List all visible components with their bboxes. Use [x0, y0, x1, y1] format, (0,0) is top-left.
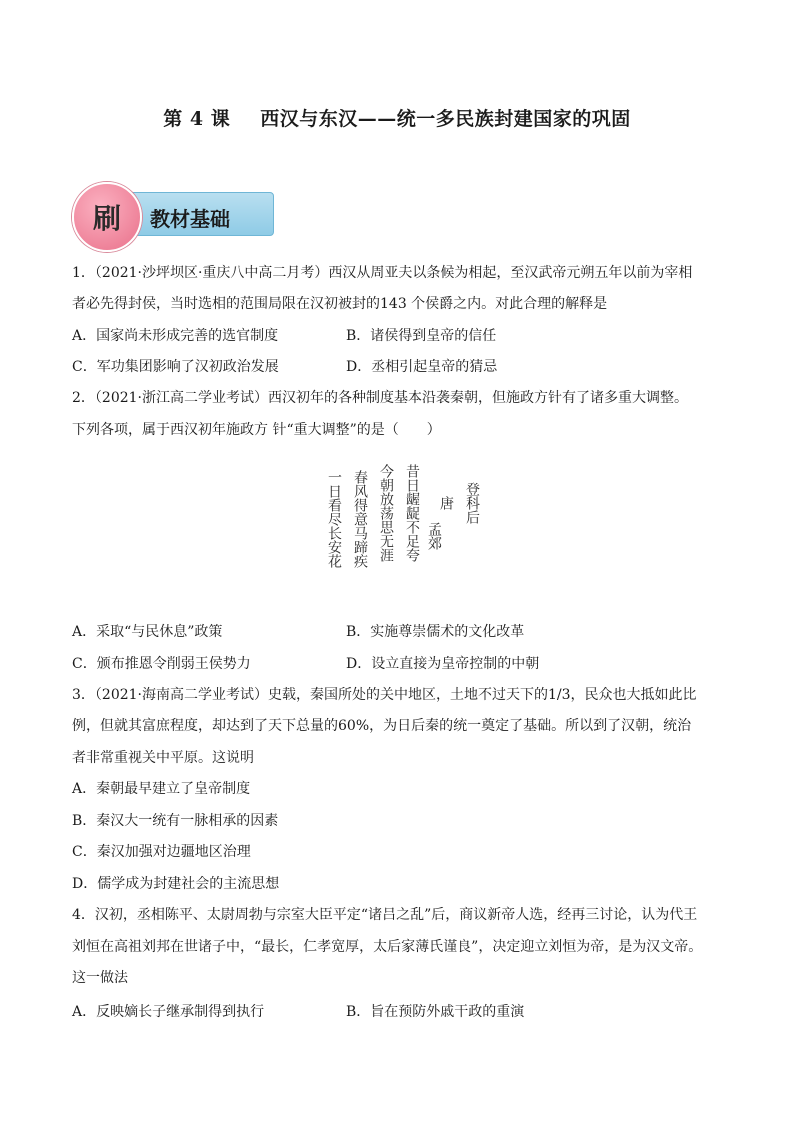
banner-label: 教材基础	[150, 207, 230, 231]
q2-option-c[interactable]: C．颁布推恩令削弱王侯势力	[72, 656, 251, 672]
q4-option-b[interactable]: B．旨在预防外戚干政的重演	[346, 1004, 525, 1020]
poem-dynasty: 唐	[438, 496, 454, 510]
poem-column-2: 今朝放荡思无涯	[378, 464, 394, 562]
q2-stem-line-1: 2．（2021·浙江高二学业考试）西汉初年的各种制度基本沿袭秦朝，但施政方针有了诸多重大调整。	[72, 390, 688, 406]
q1-stem-line-2: 者必先得封侯，当时选相的范围局限在汉初被封的143 个侯爵之内。对此合理的解释是	[72, 296, 608, 312]
q2-stem-line-2: 下列各项，属于西汉初年施政方 针“重大调整”的是（ ）	[72, 422, 441, 438]
q3-stem-line-3: 者非常重视关中平原。这说明	[72, 750, 254, 766]
q4-option-a[interactable]: A．反映嫡长子继承制得到执行	[72, 1004, 265, 1020]
poem-column-1: 昔日龌龊不足夸	[404, 464, 420, 562]
poem-image	[314, 452, 494, 592]
q3-stem-line-1: 3．（2021·海南高二学业考试）史载，秦国所处的关中地区，土地不过天下的1/3，民众也大抵如此比	[72, 687, 697, 703]
banner-badge: 刷	[72, 182, 142, 252]
q2-option-a[interactable]: A．采取“与民休息”政策	[72, 624, 223, 640]
q1-option-b[interactable]: B．诸侯得到皇帝的信任	[346, 328, 497, 344]
lesson-name: 西汉与东汉——统一多民族封建国家的巩固	[260, 108, 631, 130]
q2-option-d[interactable]: D．设立直接为皇帝控制的中朝	[346, 656, 540, 672]
q3-option-b[interactable]: B．秦汉大一统有一脉相承的因素	[72, 813, 279, 829]
q3-option-c[interactable]: C．秦汉加强对边疆地区治理	[72, 844, 251, 860]
poem-column-4: 一日看尽长安花	[326, 470, 342, 568]
section-banner	[72, 182, 276, 238]
q1-option-c[interactable]: C．军功集团影响了汉初政治发展	[72, 359, 279, 375]
q3-option-a[interactable]: A．秦朝最早建立了皇帝制度	[72, 781, 251, 797]
q2-option-b[interactable]: B．实施尊崇儒术的文化改革	[346, 624, 525, 640]
poem-column-3: 春风得意马蹄疾	[352, 470, 368, 568]
lesson-title	[0, 104, 794, 131]
q4-stem-line-2: 刘恒在高祖刘邦在世诸子中，“最长，仁孝宽厚，太后家薄氏谨良”，决定迎立刘恒为帝，是为汉文帝。	[72, 939, 703, 955]
q1-option-a[interactable]: A．国家尚未形成完善的选官制度	[72, 328, 279, 344]
q4-stem-line-3: 这一做法	[72, 970, 128, 986]
poem-author: 孟郊	[426, 522, 442, 550]
q4-stem-line-1: 4．汉初，丞相陈平、太尉周勃与宗室大臣平定“诸吕之乱”后，商议新帝人选，经再三讨论，认为代王	[72, 907, 698, 923]
q1-option-d[interactable]: D．丞相引起皇帝的猜忌	[346, 359, 498, 375]
q1-stem-line-1: 1．（2021·沙坪坝区·重庆八中高二月考）西汉从周亚夫以条候为相起，至汉武帝元朔五年以前为宰相	[72, 265, 693, 281]
lesson-number: 第 4 课	[163, 108, 231, 130]
q3-option-d[interactable]: D．儒学成为封建社会的主流思想	[72, 876, 280, 892]
poem-calligraphy	[314, 452, 494, 592]
poem-title: 登科后	[464, 482, 480, 524]
q3-stem-line-2: 例，但就其富庶程度，却达到了天下总量的60%，为日后秦的统一奠定了基础。所以到了汉朝，统治	[72, 718, 692, 734]
